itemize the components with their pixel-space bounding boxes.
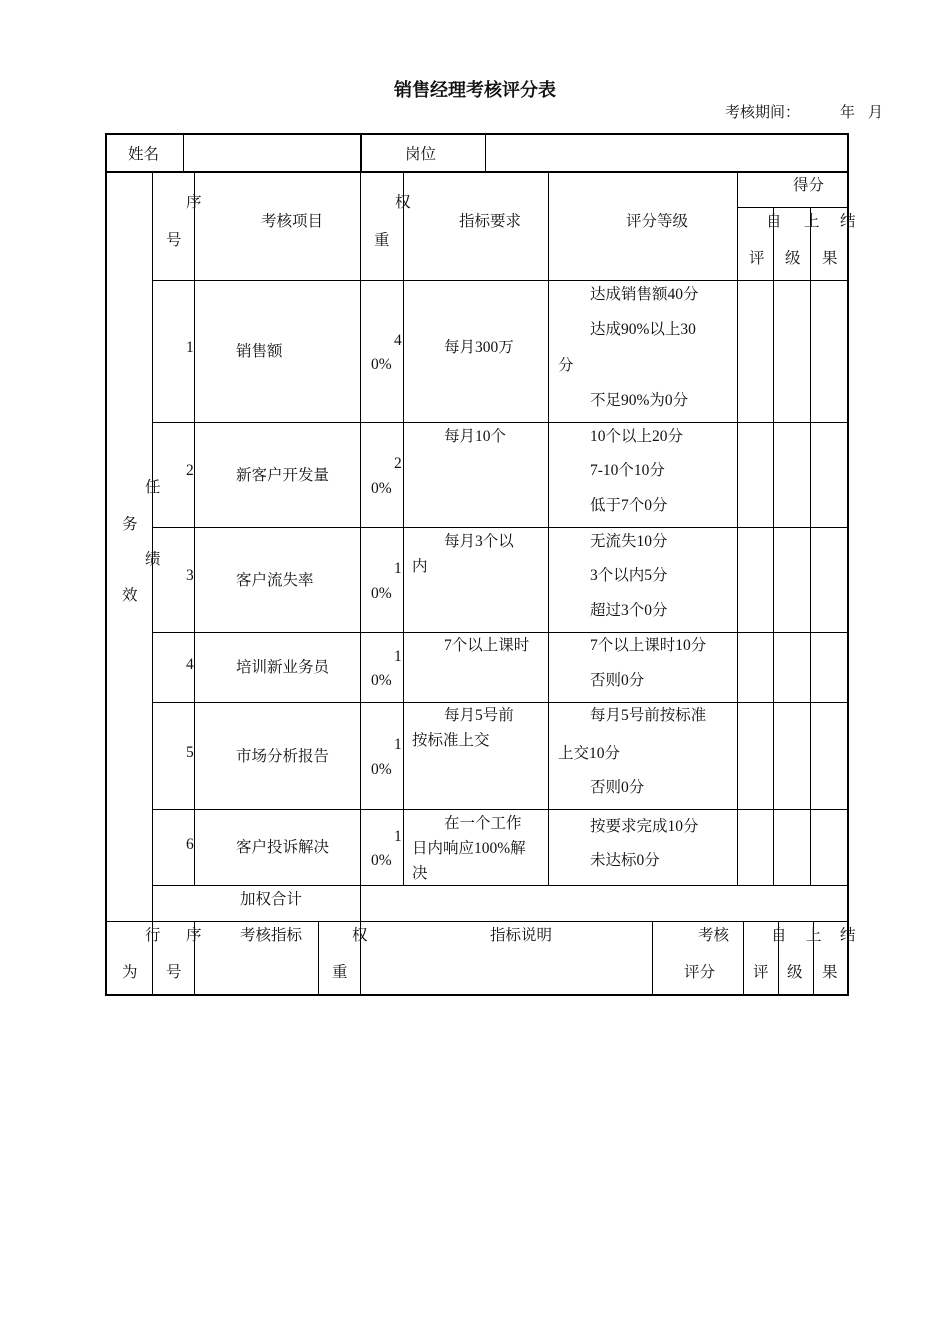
row-grade-line: 7-10个10分 — [590, 462, 665, 479]
col-result-top: 结 — [840, 213, 856, 230]
row-seq: 4 — [186, 656, 194, 673]
col-result-bottom: 果 — [822, 250, 838, 267]
behavior-score-top: 考核 — [698, 927, 730, 944]
behavior-score-bottom: 评分 — [684, 964, 716, 981]
row-grade-line: 否则0分 — [590, 672, 645, 689]
row-weight-top: 1 — [394, 736, 402, 753]
col-weight-bottom: 重 — [374, 232, 390, 249]
name-field[interactable] — [190, 145, 355, 167]
col-grading: 评分等级 — [626, 213, 689, 230]
row-seq: 5 — [186, 744, 194, 761]
col-score: 得分 — [793, 177, 825, 194]
row-req-line: 在一个工作 — [444, 815, 522, 832]
period-year: 年 — [840, 105, 856, 121]
row-req-line: 按标准上交 — [412, 732, 490, 749]
task-side-label-2: 务 — [122, 516, 138, 533]
row-grade-line: 超过3个0分 — [590, 602, 668, 619]
row-weight-bottom: 0% — [371, 852, 392, 869]
col-seq-top: 序 — [186, 194, 202, 211]
row-seq: 1 — [186, 339, 194, 356]
behavior-result-top: 结 — [840, 927, 856, 944]
row-weight-bottom: 0% — [371, 672, 392, 689]
behavior-seq-top: 序 — [186, 927, 202, 944]
assessment-period — [725, 101, 883, 122]
task-side-label-4: 效 — [122, 587, 138, 604]
row-weight-bottom: 0% — [371, 480, 392, 497]
row-grade-line: 按要求完成10分 — [590, 818, 699, 835]
row-grade-line: 无流失10分 — [590, 533, 668, 550]
col-requirement: 指标要求 — [459, 213, 522, 230]
weighted-total-value[interactable] — [366, 889, 842, 917]
row-seq: 2 — [186, 462, 194, 479]
behavior-weight-top: 权 — [352, 927, 368, 944]
behavior-result-bottom: 果 — [822, 964, 838, 981]
behavior-side-bottom: 为 — [122, 964, 138, 981]
row-req-line: 内 — [412, 558, 428, 575]
row-grade-line: 达成90%以上30 — [590, 321, 696, 338]
row-grade-line: 否则0分 — [590, 779, 645, 796]
row-seq: 6 — [186, 836, 194, 853]
row-grade-line: 上交10分 — [558, 745, 621, 762]
behavior-self-top: 自 — [771, 927, 787, 944]
row-item: 客户流失率 — [236, 572, 314, 589]
row-weight-bottom: 0% — [371, 585, 392, 602]
row-grade-line: 达成销售额40分 — [590, 286, 699, 303]
behavior-superior-top: 上 — [806, 927, 822, 944]
col-superior-top: 上 — [804, 213, 820, 230]
post-label: 岗位 — [405, 146, 437, 163]
behavior-weight-bottom: 重 — [332, 964, 348, 981]
row-item: 新客户开发量 — [236, 467, 330, 484]
col-seq-bottom: 号 — [166, 232, 182, 249]
post-field[interactable] — [492, 145, 842, 167]
col-weight-top: 权 — [395, 194, 411, 211]
col-self-bottom: 评 — [749, 250, 765, 267]
page-title: 销售经理考核评分表 — [394, 80, 556, 100]
row-seq: 3 — [186, 567, 194, 584]
row-weight-top: 2 — [394, 455, 402, 472]
behavior-indicator: 考核指标 — [240, 927, 303, 944]
row-weight-top: 1 — [394, 648, 402, 665]
behavior-self-bottom: 评 — [753, 964, 769, 981]
row-weight-top: 4 — [394, 332, 402, 349]
row-grade-line: 每月5号前按标准 — [590, 707, 707, 724]
row-grade-line: 7个以上课时10分 — [590, 637, 707, 654]
col-item: 考核项目 — [261, 213, 324, 230]
name-label: 姓名 — [128, 146, 160, 163]
row-weight-bottom: 0% — [371, 761, 392, 778]
row-weight-bottom: 0% — [371, 356, 392, 373]
col-superior-bottom: 级 — [785, 250, 801, 267]
behavior-desc: 指标说明 — [490, 927, 553, 944]
row-grade-line: 低于7个0分 — [590, 497, 668, 514]
row-req-line: 每月300万 — [444, 339, 514, 356]
row-grade-line: 3个以内5分 — [590, 567, 668, 584]
row-weight-top: 1 — [394, 560, 402, 577]
behavior-side-top: 行 — [145, 927, 161, 944]
row-grade-line: 分 — [558, 357, 574, 374]
row-req-line: 每月10个 — [444, 428, 507, 445]
row-item: 销售额 — [236, 343, 283, 360]
row-req-line: 日内响应100%解 — [412, 840, 526, 857]
task-side-label-1: 任 — [145, 479, 161, 496]
row-grade-line: 10个以上20分 — [590, 428, 684, 445]
row-req-line: 每月3个以 — [444, 533, 514, 550]
behavior-seq-bottom: 号 — [166, 964, 182, 981]
behavior-superior-bottom: 级 — [787, 964, 803, 981]
row-req-line: 每月5号前 — [444, 707, 514, 724]
row-item: 市场分析报告 — [236, 748, 330, 765]
period-label: 考核期间： — [725, 105, 801, 121]
col-self-top: 自 — [766, 213, 782, 230]
row-item: 客户投诉解决 — [236, 839, 330, 856]
row-grade-line: 不足90%为0分 — [590, 392, 689, 409]
period-month: 月 — [868, 105, 884, 121]
row-weight-top: 1 — [394, 828, 402, 845]
row-grade-line: 未达标0分 — [590, 852, 660, 869]
weighted-total-label: 加权合计 — [240, 891, 303, 908]
row-item: 培训新业务员 — [236, 659, 330, 676]
row-req-line: 决 — [412, 865, 428, 882]
row-req-line: 7个以上课时 — [444, 637, 530, 654]
task-side-label-3: 绩 — [145, 551, 161, 568]
